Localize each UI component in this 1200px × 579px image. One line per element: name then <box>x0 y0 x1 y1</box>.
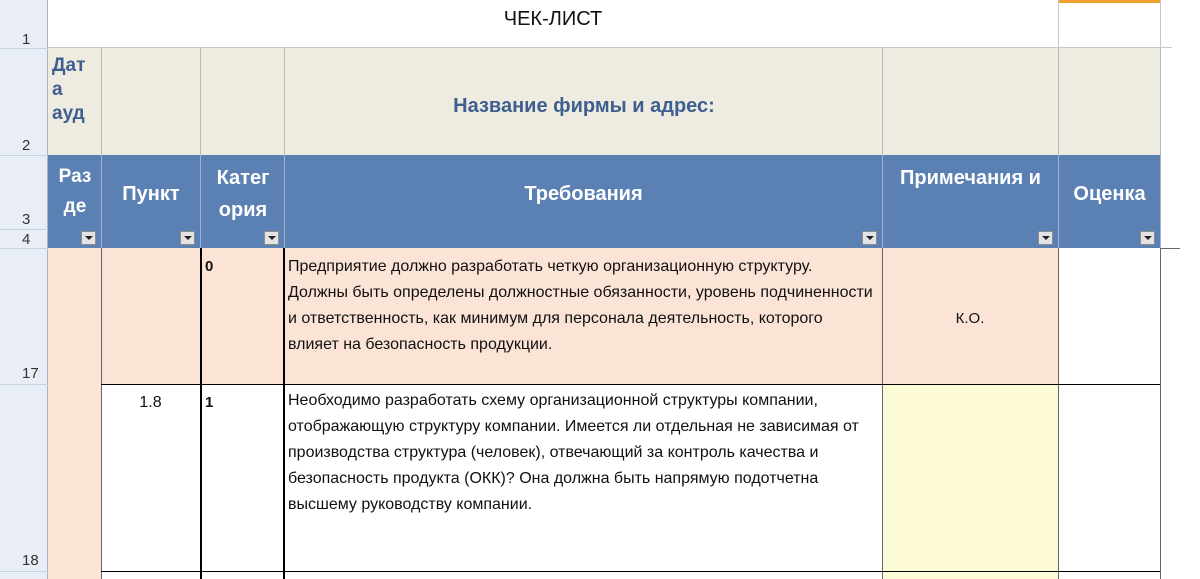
section-cell[interactable] <box>48 248 101 579</box>
header-notes[interactable]: Примечания и <box>900 167 1041 189</box>
row18-requirement: Необходимо разработать схему организационной структуры компании, отображающую структуру компании. Имеется ли отдельная не зависимая от производства структура (человек), отвечающий за контроль качества и безопасность продукта (ОКК)? Она должна быть напрямую подотчетна высшему руководству компании. <box>288 392 859 513</box>
filter-dropdown-notes[interactable] <box>1038 231 1053 245</box>
header-score[interactable]: Оценка <box>1073 183 1146 205</box>
filter-dropdown-section[interactable] <box>81 231 96 245</box>
row18-punkt-cell[interactable] <box>101 384 200 571</box>
row17-punkt-cell[interactable] <box>101 248 200 384</box>
header-punkt[interactable]: Пункт <box>122 183 180 205</box>
row-number-18[interactable]: 18 <box>22 552 39 569</box>
row17-score-cell[interactable] <box>1058 248 1160 384</box>
audit-date-label[interactable]: Дат а ауд <box>52 55 86 124</box>
header-requirements[interactable]: Требования <box>524 183 643 205</box>
row18-category-cell[interactable] <box>200 384 284 571</box>
row-number-17[interactable]: 17 <box>22 365 39 382</box>
header-category[interactable]: Катег ория <box>216 167 270 221</box>
filter-dropdown-requirements[interactable] <box>862 231 877 245</box>
row18-punkt: 1.8 <box>139 394 162 411</box>
sheet-title: ЧЕК-ЛИСТ <box>503 8 603 30</box>
filter-dropdown-punkt[interactable] <box>180 231 195 245</box>
row-number-4[interactable]: 4 <box>22 231 31 248</box>
row-number-2[interactable]: 2 <box>22 137 31 154</box>
header-section[interactable]: Раз де <box>58 166 92 217</box>
row17-note: К.О. <box>955 310 985 327</box>
row18-category: 1 <box>205 394 214 411</box>
filter-dropdown-score[interactable] <box>1140 231 1155 245</box>
row-number-1[interactable]: 1 <box>22 31 31 48</box>
row17-requirement: Предприятие должно разработать четкую организационную структуру. Должны быть определены должностные обязанности, уровень подчиненности и ответственность, как минимум для персонала деятельность, которого влияет на безопасность продукции. <box>288 258 873 353</box>
firm-name-label[interactable]: Название фирмы и адрес: <box>453 95 715 117</box>
active-column-indicator <box>1058 0 1160 3</box>
row-number-3[interactable]: 3 <box>22 211 31 228</box>
row18-note-cell[interactable] <box>882 384 1058 579</box>
row-header-column <box>0 0 48 579</box>
filter-dropdown-category[interactable] <box>264 231 279 245</box>
row17-category: 0 <box>205 258 214 275</box>
row18-score-cell[interactable] <box>1058 384 1160 571</box>
